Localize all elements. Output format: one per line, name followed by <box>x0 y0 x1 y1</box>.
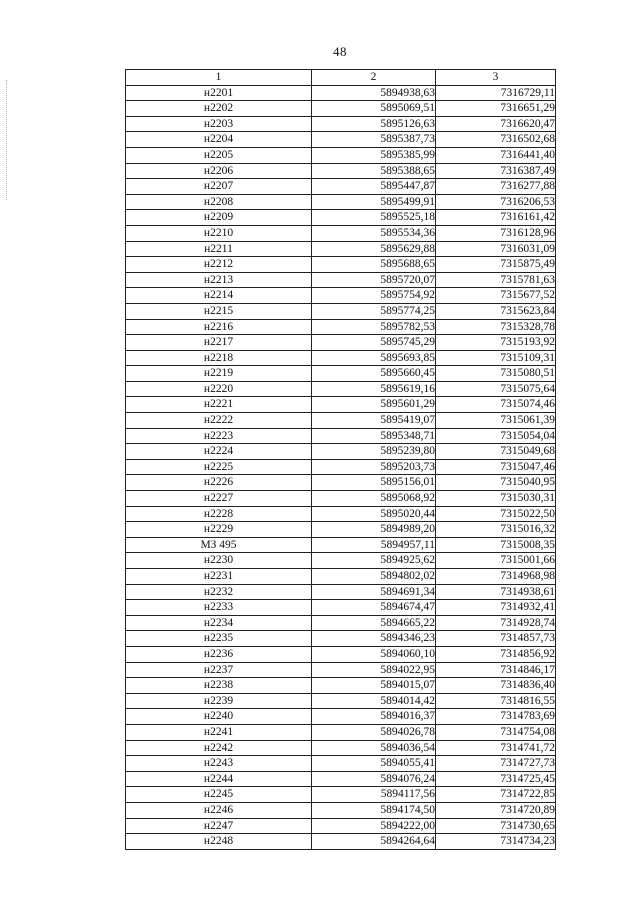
y-coordinate-cell: 7315016,32 <box>436 522 556 538</box>
x-coordinate-cell: 5894016,37 <box>312 709 436 725</box>
y-coordinate-cell: 7314856,92 <box>436 646 556 662</box>
x-coordinate-cell: 5895660,45 <box>312 366 436 382</box>
y-coordinate-cell: 7314730,65 <box>436 818 556 834</box>
table-row <box>126 491 556 507</box>
x-coordinate-cell: 5895419,07 <box>312 413 436 429</box>
y-coordinate-cell: 7315001,66 <box>436 553 556 569</box>
table-row <box>126 210 556 226</box>
x-coordinate-cell: 5894346,23 <box>312 631 436 647</box>
table-row <box>126 179 556 195</box>
table-row <box>126 397 556 413</box>
y-coordinate-cell: 7314720,89 <box>436 802 556 818</box>
y-coordinate-cell: 7314928,74 <box>436 615 556 631</box>
table-row <box>126 444 556 460</box>
header-y-column: 3 <box>436 70 556 86</box>
table-row <box>126 787 556 803</box>
y-coordinate-cell: 7314932,41 <box>436 600 556 616</box>
point-name-cell: н2212 <box>126 257 312 273</box>
table-row <box>126 506 556 522</box>
point-name-cell: н2205 <box>126 147 312 163</box>
point-name-cell: н2228 <box>126 506 312 522</box>
x-coordinate-cell: 5895601,29 <box>312 397 436 413</box>
y-coordinate-cell: 7315781,63 <box>436 272 556 288</box>
point-name-cell: н2216 <box>126 319 312 335</box>
x-coordinate-cell: 5895203,73 <box>312 459 436 475</box>
point-name-cell: н2201 <box>126 85 312 101</box>
y-coordinate-cell: 7314836,40 <box>436 678 556 694</box>
table-row <box>126 194 556 210</box>
y-coordinate-cell: 7315030,31 <box>436 491 556 507</box>
point-name-cell: н2220 <box>126 381 312 397</box>
x-coordinate-cell: 5895619,16 <box>312 381 436 397</box>
table-header-row <box>126 70 556 86</box>
y-coordinate-cell: 7314734,23 <box>436 834 556 850</box>
point-name-cell: н2239 <box>126 693 312 709</box>
y-coordinate-cell: 7316161,42 <box>436 210 556 226</box>
y-coordinate-cell: 7315875,49 <box>436 257 556 273</box>
y-coordinate-cell: 7314846,17 <box>436 662 556 678</box>
table-row <box>126 459 556 475</box>
table-row <box>126 537 556 553</box>
x-coordinate-cell: 5894026,78 <box>312 724 436 740</box>
table-row <box>126 693 556 709</box>
x-coordinate-cell: 5895754,92 <box>312 288 436 304</box>
x-coordinate-cell: 5895385,99 <box>312 147 436 163</box>
point-name-cell: н2219 <box>126 366 312 382</box>
point-name-cell: МЗ 495 <box>126 537 312 553</box>
point-name-cell: н2226 <box>126 475 312 491</box>
point-name-cell: н2246 <box>126 802 312 818</box>
point-name-cell: н2209 <box>126 210 312 226</box>
table-row <box>126 475 556 491</box>
table-row <box>126 740 556 756</box>
x-coordinate-cell: 5895774,25 <box>312 303 436 319</box>
point-name-cell: н2244 <box>126 771 312 787</box>
x-coordinate-cell: 5895348,71 <box>312 428 436 444</box>
table-row <box>126 241 556 257</box>
x-coordinate-cell: 5895447,87 <box>312 179 436 195</box>
y-coordinate-cell: 7315328,78 <box>436 319 556 335</box>
y-coordinate-cell: 7314938,61 <box>436 584 556 600</box>
point-name-cell: н2243 <box>126 756 312 772</box>
y-coordinate-cell: 7316729,11 <box>436 85 556 101</box>
x-coordinate-cell: 5895629,88 <box>312 241 436 257</box>
x-coordinate-cell: 5894022,95 <box>312 662 436 678</box>
x-coordinate-cell: 5895782,53 <box>312 319 436 335</box>
x-coordinate-cell: 5894015,07 <box>312 678 436 694</box>
table-row <box>126 600 556 616</box>
x-coordinate-cell: 5895388,65 <box>312 163 436 179</box>
point-name-cell: н2215 <box>126 303 312 319</box>
y-coordinate-cell: 7314754,08 <box>436 724 556 740</box>
x-coordinate-cell: 5894222,00 <box>312 818 436 834</box>
table-row <box>126 366 556 382</box>
x-coordinate-cell: 5894264,64 <box>312 834 436 850</box>
x-coordinate-cell: 5895499,91 <box>312 194 436 210</box>
point-name-cell: н2210 <box>126 225 312 241</box>
y-coordinate-cell: 7314783,69 <box>436 709 556 725</box>
y-coordinate-cell: 7316031,09 <box>436 241 556 257</box>
x-coordinate-cell: 5895688,65 <box>312 257 436 273</box>
table-row <box>126 257 556 273</box>
table-row <box>126 569 556 585</box>
y-coordinate-cell: 7315040,95 <box>436 475 556 491</box>
x-coordinate-cell: 5895156,01 <box>312 475 436 491</box>
point-name-cell: н2214 <box>126 288 312 304</box>
table-row <box>126 350 556 366</box>
x-coordinate-cell: 5894691,34 <box>312 584 436 600</box>
y-coordinate-cell: 7315677,52 <box>436 288 556 304</box>
y-coordinate-cell: 7316387,49 <box>436 163 556 179</box>
y-coordinate-cell: 7315022,50 <box>436 506 556 522</box>
point-name-cell: н2248 <box>126 834 312 850</box>
y-coordinate-cell: 7314968,98 <box>436 569 556 585</box>
margin-scan-marks <box>6 80 9 200</box>
table-row <box>126 413 556 429</box>
y-coordinate-cell: 7316277,88 <box>436 179 556 195</box>
point-name-cell: н2247 <box>126 818 312 834</box>
table-row <box>126 288 556 304</box>
point-name-cell: н2204 <box>126 132 312 148</box>
table-row <box>126 335 556 351</box>
table-row <box>126 428 556 444</box>
y-coordinate-cell: 7314725,45 <box>436 771 556 787</box>
table-row <box>126 116 556 132</box>
table-row <box>126 225 556 241</box>
coordinates-table <box>125 69 556 850</box>
x-coordinate-cell: 5895525,18 <box>312 210 436 226</box>
point-name-cell: н2230 <box>126 553 312 569</box>
y-coordinate-cell: 7315008,35 <box>436 537 556 553</box>
x-coordinate-cell: 5895069,51 <box>312 101 436 117</box>
table-row <box>126 678 556 694</box>
table-row <box>126 85 556 101</box>
x-coordinate-cell: 5894989,20 <box>312 522 436 538</box>
header-x-column: 2 <box>312 70 436 86</box>
point-name-cell: н2207 <box>126 179 312 195</box>
point-name-cell: н2225 <box>126 459 312 475</box>
table-row <box>126 724 556 740</box>
table-row <box>126 147 556 163</box>
y-coordinate-cell: 7314727,73 <box>436 756 556 772</box>
point-name-cell: н2218 <box>126 350 312 366</box>
table-row <box>126 756 556 772</box>
y-coordinate-cell: 7314741,72 <box>436 740 556 756</box>
y-coordinate-cell: 7315193,92 <box>436 335 556 351</box>
x-coordinate-cell: 5895239,80 <box>312 444 436 460</box>
point-name-cell: н2237 <box>126 662 312 678</box>
y-coordinate-cell: 7315075,64 <box>436 381 556 397</box>
point-name-cell: н2223 <box>126 428 312 444</box>
header-point-column: 1 <box>126 70 312 86</box>
x-coordinate-cell: 5894060,10 <box>312 646 436 662</box>
y-coordinate-cell: 7314816,55 <box>436 693 556 709</box>
table-row <box>126 802 556 818</box>
point-name-cell: н2211 <box>126 241 312 257</box>
point-name-cell: н2232 <box>126 584 312 600</box>
x-coordinate-cell: 5895126,63 <box>312 116 436 132</box>
table-row <box>126 319 556 335</box>
x-coordinate-cell: 5895020,44 <box>312 506 436 522</box>
point-name-cell: н2234 <box>126 615 312 631</box>
point-name-cell: н2224 <box>126 444 312 460</box>
point-name-cell: н2233 <box>126 600 312 616</box>
point-name-cell: н2221 <box>126 397 312 413</box>
y-coordinate-cell: 7316502,68 <box>436 132 556 148</box>
y-coordinate-cell: 7316651,29 <box>436 101 556 117</box>
table-row <box>126 101 556 117</box>
point-name-cell: н2227 <box>126 491 312 507</box>
point-name-cell: н2231 <box>126 569 312 585</box>
y-coordinate-cell: 7315049,68 <box>436 444 556 460</box>
x-coordinate-cell: 5895745,29 <box>312 335 436 351</box>
table-row <box>126 163 556 179</box>
y-coordinate-cell: 7316441,40 <box>436 147 556 163</box>
x-coordinate-cell: 5894925,62 <box>312 553 436 569</box>
point-name-cell: н2242 <box>126 740 312 756</box>
table-row <box>126 381 556 397</box>
point-name-cell: н2240 <box>126 709 312 725</box>
x-coordinate-cell: 5894957,11 <box>312 537 436 553</box>
x-coordinate-cell: 5894055,41 <box>312 756 436 772</box>
y-coordinate-cell: 7315109,31 <box>436 350 556 366</box>
x-coordinate-cell: 5894036,54 <box>312 740 436 756</box>
y-coordinate-cell: 7316620,47 <box>436 116 556 132</box>
y-coordinate-cell: 7314722,85 <box>436 787 556 803</box>
point-name-cell: н2208 <box>126 194 312 210</box>
table-row <box>126 615 556 631</box>
y-coordinate-cell: 7316206,53 <box>436 194 556 210</box>
x-coordinate-cell: 5894117,56 <box>312 787 436 803</box>
point-name-cell: н2222 <box>126 413 312 429</box>
table-row <box>126 834 556 850</box>
table-row <box>126 272 556 288</box>
table-row <box>126 709 556 725</box>
table-row <box>126 631 556 647</box>
y-coordinate-cell: 7315080,51 <box>436 366 556 382</box>
point-name-cell: н2238 <box>126 678 312 694</box>
table-body <box>126 85 556 849</box>
y-coordinate-cell: 7315047,46 <box>436 459 556 475</box>
table-row <box>126 553 556 569</box>
point-name-cell: н2245 <box>126 787 312 803</box>
y-coordinate-cell: 7316128,96 <box>436 225 556 241</box>
point-name-cell: н2241 <box>126 724 312 740</box>
table-row <box>126 303 556 319</box>
table-row <box>126 771 556 787</box>
point-name-cell: н2229 <box>126 522 312 538</box>
table-row <box>126 818 556 834</box>
x-coordinate-cell: 5894076,24 <box>312 771 436 787</box>
x-coordinate-cell: 5895534,36 <box>312 225 436 241</box>
point-name-cell: н2213 <box>126 272 312 288</box>
point-name-cell: н2202 <box>126 101 312 117</box>
point-name-cell: н2236 <box>126 646 312 662</box>
table-row <box>126 662 556 678</box>
x-coordinate-cell: 5895068,92 <box>312 491 436 507</box>
table-row <box>126 522 556 538</box>
page-number: 48 <box>333 44 347 59</box>
x-coordinate-cell: 5895720,07 <box>312 272 436 288</box>
y-coordinate-cell: 7315061,39 <box>436 413 556 429</box>
x-coordinate-cell: 5894938,63 <box>312 85 436 101</box>
point-name-cell: н2235 <box>126 631 312 647</box>
x-coordinate-cell: 5894174,50 <box>312 802 436 818</box>
y-coordinate-cell: 7315074,46 <box>436 397 556 413</box>
table-row <box>126 646 556 662</box>
point-name-cell: н2206 <box>126 163 312 179</box>
table-row <box>126 132 556 148</box>
x-coordinate-cell: 5895693,85 <box>312 350 436 366</box>
x-coordinate-cell: 5894802,02 <box>312 569 436 585</box>
x-coordinate-cell: 5894665,22 <box>312 615 436 631</box>
y-coordinate-cell: 7315054,04 <box>436 428 556 444</box>
point-name-cell: н2203 <box>126 116 312 132</box>
y-coordinate-cell: 7314857,73 <box>436 631 556 647</box>
x-coordinate-cell: 5894014,42 <box>312 693 436 709</box>
table-row <box>126 584 556 600</box>
point-name-cell: н2217 <box>126 335 312 351</box>
x-coordinate-cell: 5894674,47 <box>312 600 436 616</box>
y-coordinate-cell: 7315623,84 <box>436 303 556 319</box>
x-coordinate-cell: 5895387,73 <box>312 132 436 148</box>
